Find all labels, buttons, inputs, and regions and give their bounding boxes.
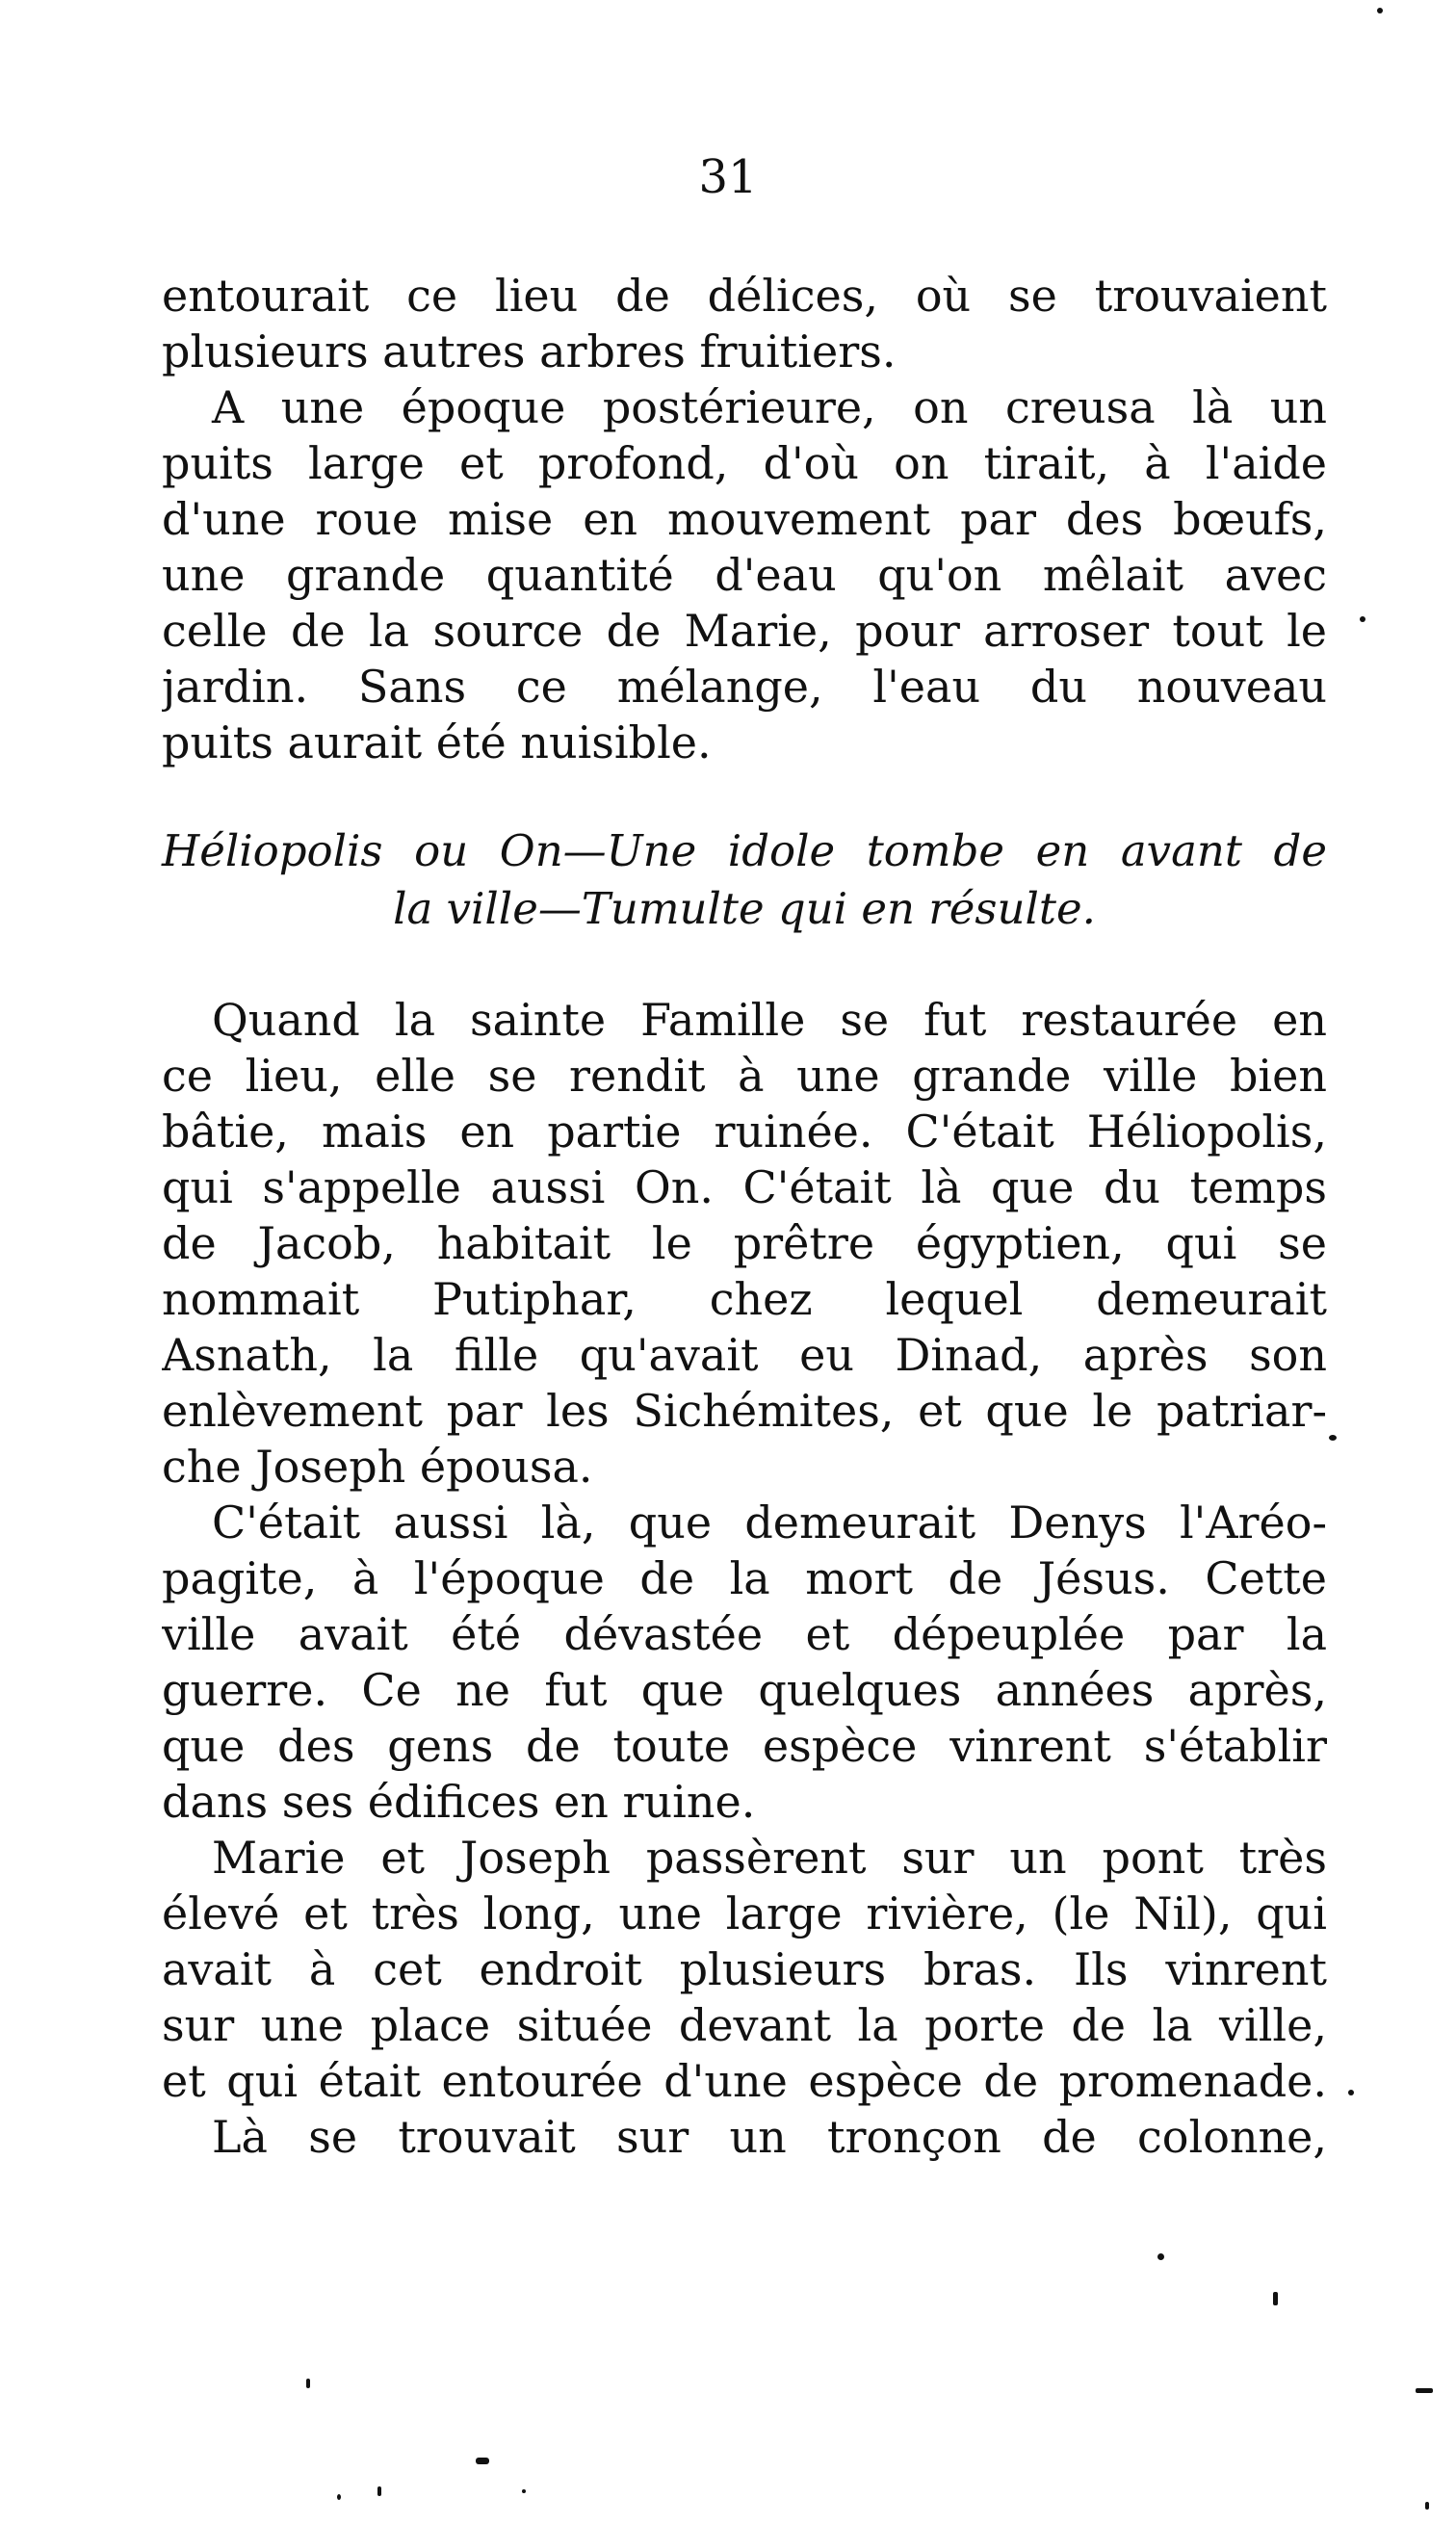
scan-speck bbox=[1273, 2292, 1278, 2305]
text-line: avait à cet endroit plusieurs bras. Ils vinrent bbox=[162, 1943, 1327, 1995]
text-line: C'était aussi là, que demeurait Denys l'Aréo- bbox=[212, 1496, 1327, 1548]
scan-speck bbox=[1416, 2388, 1433, 2393]
text-line: A une époque postérieure, on creusa là un bbox=[212, 381, 1327, 433]
scan-speck bbox=[1377, 8, 1383, 13]
text-line: une grande quantité d'eau qu'on mêlait avec bbox=[162, 549, 1327, 601]
text-line: guerre. Ce ne fut que quelques années après, bbox=[162, 1664, 1327, 1716]
text-line: d'une roue mise en mouvement par des bœufs, bbox=[162, 493, 1327, 545]
scan-speck bbox=[1329, 1435, 1337, 1441]
text-line: bâtie, mais en partie ruinée. C'était Héliopolis, bbox=[162, 1106, 1327, 1158]
text-line: Marie et Joseph passèrent sur un pont très bbox=[212, 1832, 1327, 1884]
text-line: et qui était entourée d'une espèce de promenade. bbox=[162, 2055, 1327, 2107]
scan-speck bbox=[476, 2458, 489, 2464]
text-line: puits aurait été nuisible. bbox=[162, 716, 712, 768]
text-line: enlèvement par les Sichémites, et que le patriar- bbox=[162, 1385, 1327, 1437]
paragraph-continuation bbox=[162, 268, 1327, 379]
text-line: jardin. Sans ce mélange, l'eau du nouveau bbox=[162, 661, 1327, 713]
section-heading bbox=[162, 822, 1327, 938]
heading-line: la ville—Tumulte qui en résulte. bbox=[393, 883, 1096, 934]
scan-speck bbox=[337, 2494, 341, 2500]
text-line: sur une place située devant la porte de la ville, bbox=[162, 1999, 1327, 2051]
text-line: dans ses édifices en ruine. bbox=[162, 1776, 756, 1828]
text-line: pagite, à l'époque de la mort de Jésus. Cette bbox=[162, 1552, 1327, 1604]
text-line: puits large et profond, d'où on tirait, à l'aide bbox=[162, 437, 1327, 489]
text-line: de Jacob, habitait le prêtre égyptien, qui se bbox=[162, 1217, 1327, 1269]
scan-speck bbox=[1425, 2502, 1429, 2510]
scan-speck bbox=[1348, 2090, 1354, 2095]
scan-speck bbox=[306, 2379, 310, 2388]
text-line: Là se trouvait sur un tronçon de colonne, bbox=[212, 2111, 1327, 2163]
text-line: que des gens de toute espèce vinrent s'établir bbox=[162, 1720, 1327, 1772]
paragraph-denys bbox=[162, 1495, 1327, 1830]
heading-line: Héliopolis ou On—Une idole tombe en avant de bbox=[162, 825, 1327, 876]
text-line: ce lieu, elle se rendit à une grande ville bien bbox=[162, 1050, 1327, 1102]
paragraph-well bbox=[162, 379, 1327, 770]
text-line: élevé et très long, une large rivière, (le Nil), qui bbox=[162, 1887, 1327, 1939]
page-number: 31 bbox=[698, 150, 758, 204]
text-line: plusieurs autres arbres fruitiers. bbox=[162, 325, 897, 377]
scan-speck bbox=[377, 2486, 381, 2496]
scan-speck bbox=[522, 2489, 526, 2493]
text-line: che Joseph épousa. bbox=[162, 1441, 593, 1493]
text-line: celle de la source de Marie, pour arroser tout le bbox=[162, 605, 1327, 657]
text-line: ville avait été dévastée et dépeuplée par la bbox=[162, 1608, 1327, 1660]
paragraph-heliopolis bbox=[162, 992, 1327, 1495]
scan-speck bbox=[1360, 616, 1365, 622]
scan-speck bbox=[1157, 2253, 1164, 2260]
text-line: qui s'appelle aussi On. C'était là que du temps bbox=[162, 1161, 1327, 1213]
text-line: Asnath, la fille qu'avait eu Dinad, après son bbox=[162, 1329, 1327, 1381]
text-line: entourait ce lieu de délices, où se trouvaient bbox=[162, 270, 1327, 322]
text-line: nommait Putiphar, chez lequel demeurait bbox=[162, 1273, 1327, 1325]
paragraph-bridge bbox=[162, 1830, 1327, 2165]
text-line: Quand la sainte Famille se fut restaurée en bbox=[212, 994, 1327, 1046]
